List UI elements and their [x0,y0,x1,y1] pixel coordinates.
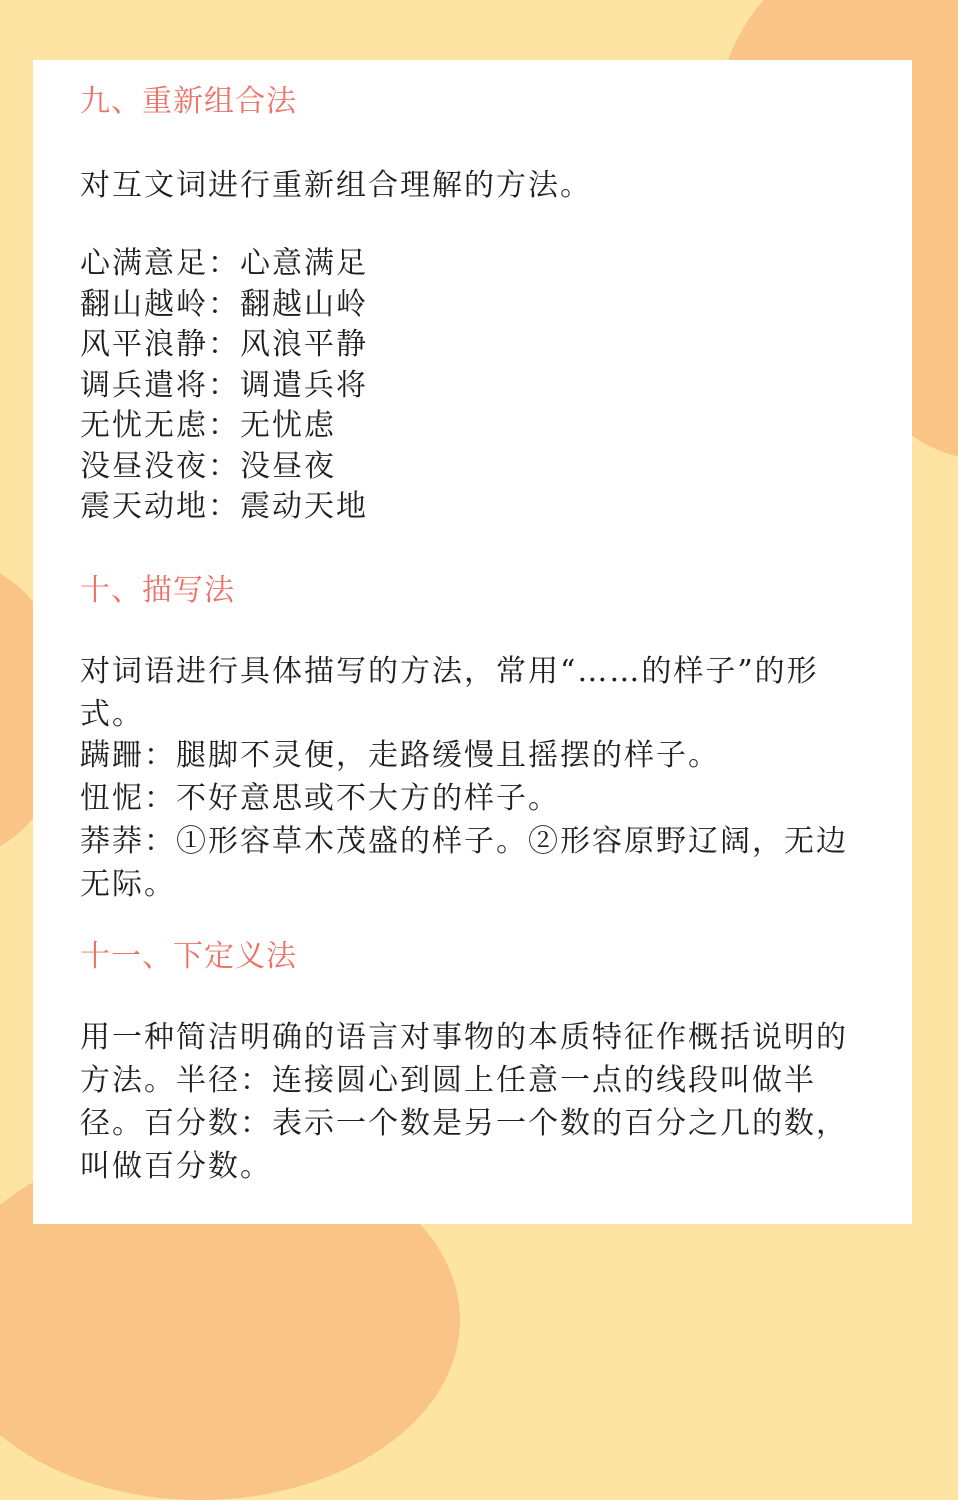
example-item: 没昼没夜：没昼夜 [80,448,336,484]
section-11-body: 用一种简洁明确的语言对事物的本质特征作概括说明的方法。半径：连接圆心到圆上任意一点的线段叫做半径。百分数：表示一个数是另一个数的百分之几的数，叫做百分数。 [80,1020,848,1184]
example-item: 风平浪静：风浪平静 [80,327,368,362]
example-item: 调兵遣将：调遣兵将 [80,367,368,403]
section-10-heading: 十、描写法 [80,573,235,608]
example-item: 翻山越岭：翻越山岭 [80,286,368,322]
section-10-examples [80,734,870,906]
section-9-examples [80,244,870,528]
example-item: 莽莽：①形容草木茂盛的样子。②形容原野辽阔，无边无际。 [80,824,848,902]
example-item: 心满意足：心意满足 [80,246,368,281]
example-item: 忸怩：不好意思或不大方的样子。 [80,781,560,816]
example-item: 无忧无虑：无忧虑 [80,408,336,443]
section-10-intro: 对词语进行具体描写的方法，常用“……的样子”的形式。 [80,654,819,732]
section-11-heading: 十一、下定义法 [80,939,297,974]
example-item: 震天动地：震动天地 [80,489,368,524]
content-card [33,60,912,1224]
section-9-heading: 九、重新组合法 [80,84,297,119]
example-item: 蹒跚：腿脚不灵便，走路缓慢且摇摆的样子。 [80,738,720,773]
section-9-intro: 对互文词进行重新组合理解的方法。 [80,168,592,203]
